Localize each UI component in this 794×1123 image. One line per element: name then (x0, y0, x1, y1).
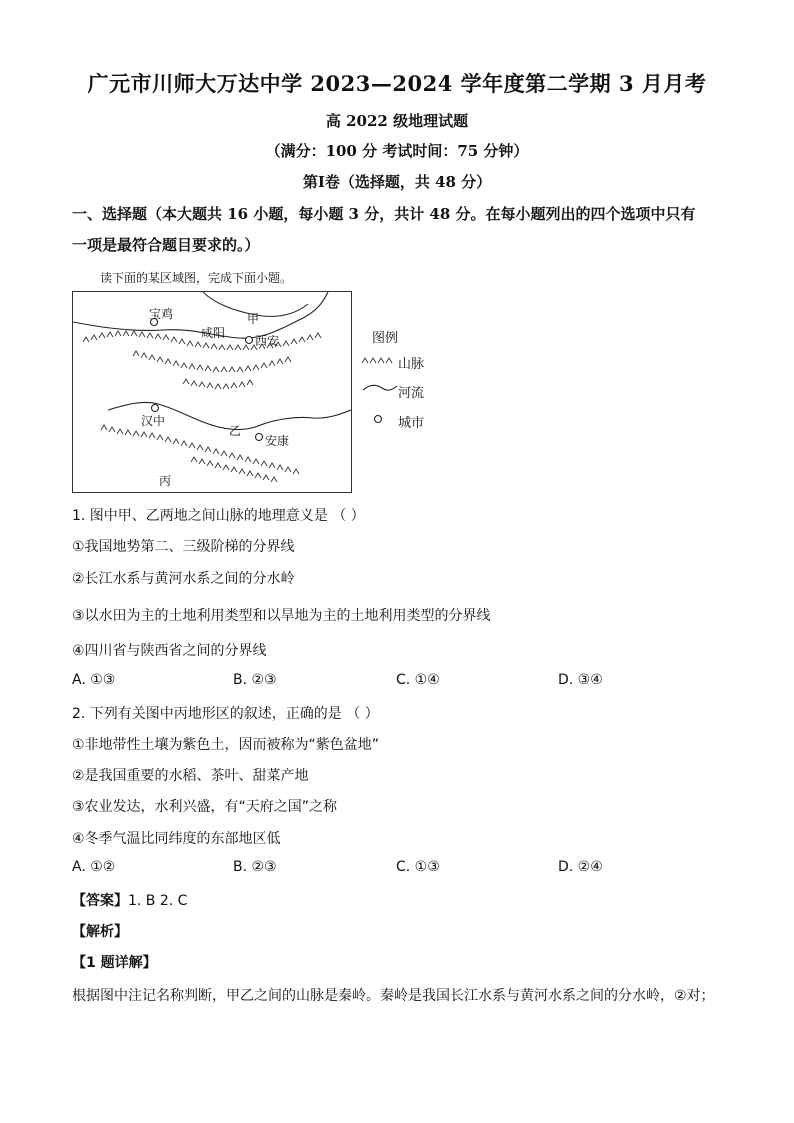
question-1-option-d[interactable]: D. ③④ (558, 672, 603, 688)
analysis-label: 【解析】 (72, 924, 128, 940)
section-heading-line2: 一项是最符合题目要求的。） (72, 236, 260, 254)
analysis-text: 根据图中注记名称判断，甲乙之间的山脉是秦岭。秦岭是我国长江水系与黄河水系之间的分水岭，②对； (72, 988, 715, 1004)
legend-mountain-label: 山脉 (398, 357, 425, 372)
region-map (72, 291, 352, 493)
place-label-jia: 甲 (247, 312, 260, 326)
question-1-stem: 1. 图中甲、乙两地之间山脉的地理意义是 （ ） (72, 508, 365, 524)
city-marker-xian (246, 337, 253, 344)
question-2-item-2: ②是我国重要的水稻、茶叶、甜菜产地 (72, 768, 309, 784)
question-2-option-c[interactable]: C. ①③ (396, 859, 440, 875)
exam-info: （满分：100 分 考试时间：75 分钟） (265, 142, 529, 160)
question-2-item-1: ①非地带性土壤为紫色土，因而被称为“紫色盆地” (72, 737, 380, 753)
legend-city-label: 城市 (398, 416, 425, 431)
answer-text: 1. B 2. C (128, 893, 188, 909)
question-1-item-1: ①我国地势第二、三级阶梯的分界线 (72, 539, 295, 555)
city-label-baoji: 宝鸡 (149, 307, 174, 321)
question-2-item-3: ③农业发达，水利兴盛，有“天府之国”之称 (72, 799, 338, 815)
legend-river-label: 河流 (398, 386, 425, 401)
exam-title: 广元市川师大万达中学 2023—2024 学年度第二学期 3 月月考 (87, 71, 707, 96)
question-1-item-4: ④四川省与陕西省之间的分界线 (72, 643, 267, 659)
answer-line (72, 890, 187, 910)
legend-river-icon (362, 380, 398, 396)
question-1-option-a[interactable]: A. ①③ (72, 672, 116, 688)
city-label-hanzhong: 汉中 (141, 414, 166, 428)
legend-title: 图例 (372, 331, 399, 346)
legend-city-icon (372, 413, 384, 425)
place-label-yi: 乙 (229, 424, 242, 438)
city-marker-hanzhong (152, 405, 159, 412)
analysis-detail-label: 【1 题详解】 (72, 955, 157, 971)
city-marker-ankang (256, 434, 263, 441)
map-drawing (73, 292, 351, 492)
question-2-item-4: ④冬季气温比同纬度的东部地区低 (72, 831, 281, 847)
question-2-stem: 2. 下列有关图中丙地形区的叙述，正确的是 （ ） (72, 706, 379, 722)
city-label-xian: 西安 (255, 334, 280, 348)
exam-subtitle: 高 2022 级地理试题 (325, 112, 469, 130)
question-1-item-3: ③以水田为主的土地利用类型和以旱地为主的土地利用类型的分界线 (72, 608, 491, 624)
question-1-item-2: ②长江水系与黄河水系之间的分水岭 (72, 571, 295, 587)
question-2-option-d[interactable]: D. ②④ (558, 859, 603, 875)
question-2-option-b[interactable]: B. ②③ (233, 859, 277, 875)
section-heading-line1: 一、选择题（本大题共 16 小题，每小题 3 分，共计 48 分。在每小题列出的四个选项中只有 (72, 205, 696, 223)
answer-label: 【答案】 (72, 893, 128, 909)
question-2-option-a[interactable]: A. ①② (72, 859, 116, 875)
volume-heading: 第Ⅰ卷（选择题，共 48 分） (302, 173, 492, 191)
city-label-ankang: 安康 (265, 434, 290, 448)
map-intro: 读下面的某区域图，完成下面小题。 (100, 271, 293, 285)
legend-mountain-icon (360, 351, 396, 367)
city-label-xianyang: 咸阳 (201, 326, 226, 340)
place-label-bing: 丙 (159, 474, 172, 488)
question-1-option-b[interactable]: B. ②③ (233, 672, 277, 688)
question-1-option-c[interactable]: C. ①④ (396, 672, 440, 688)
